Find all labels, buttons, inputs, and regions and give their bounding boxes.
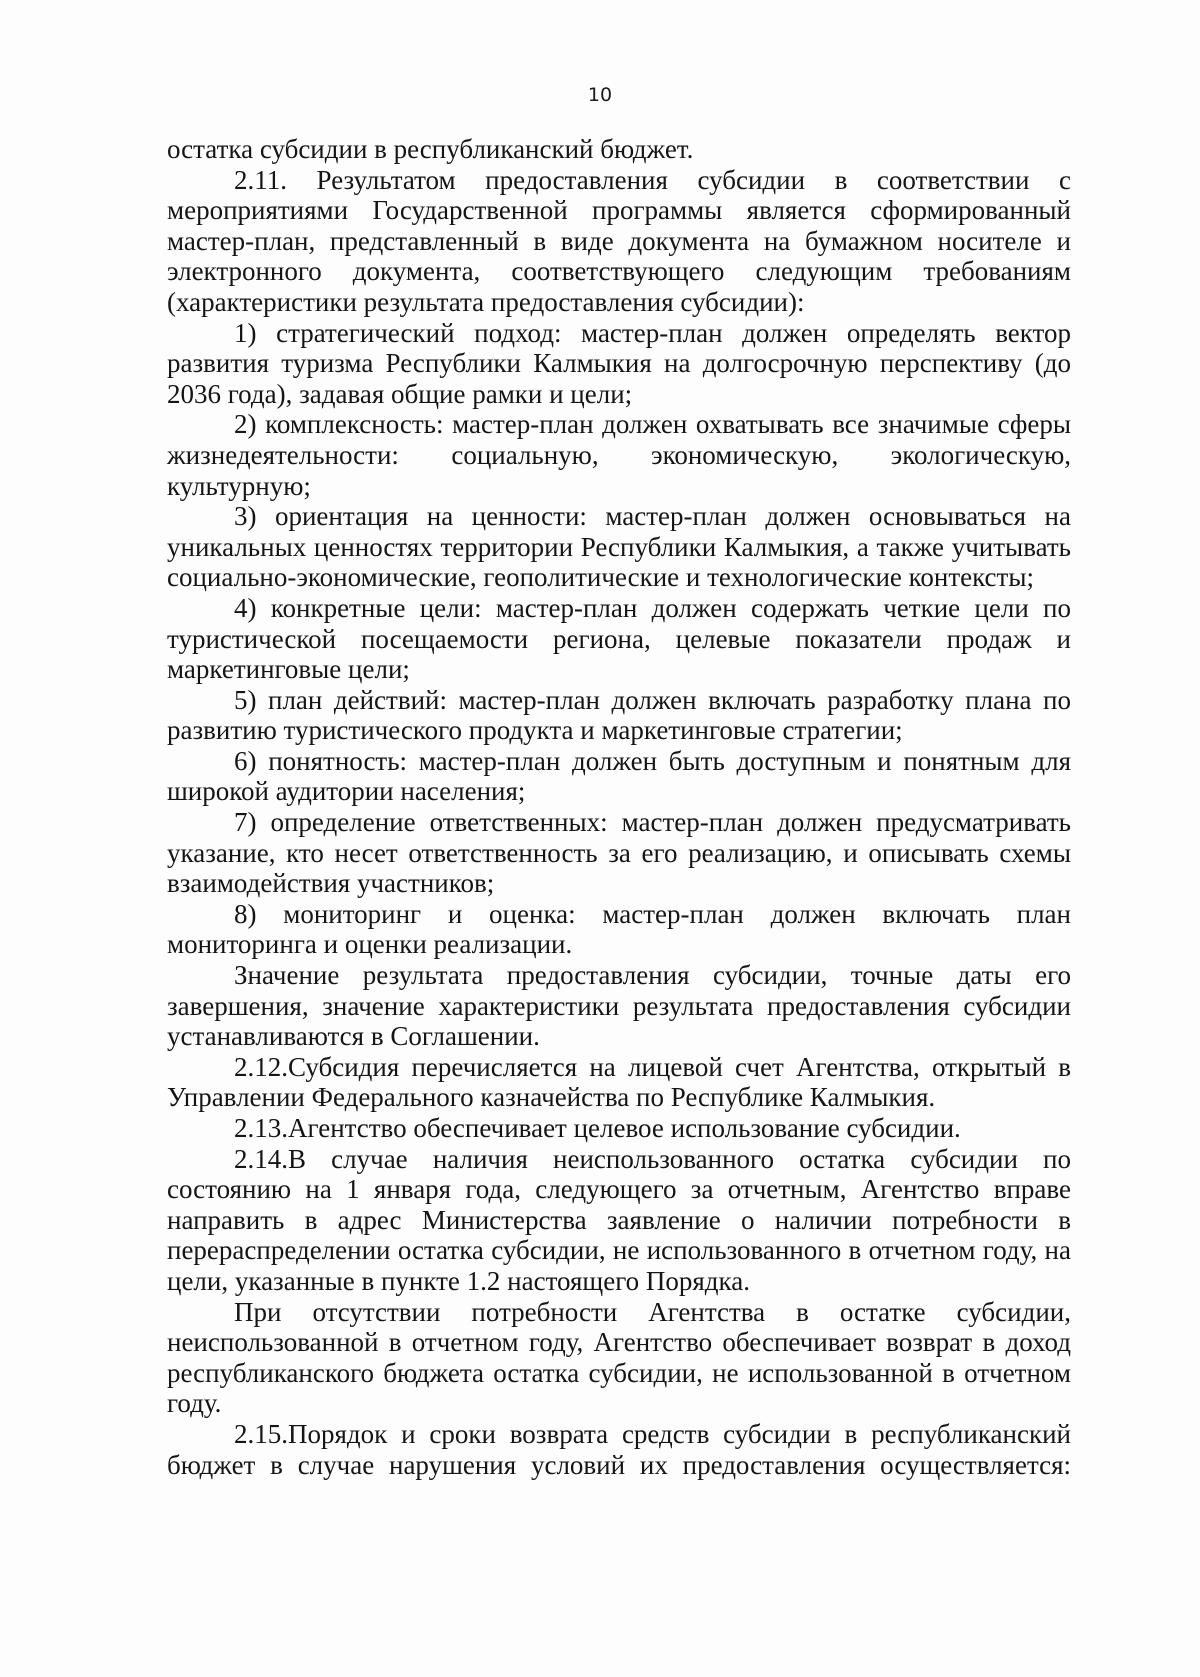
list-item-4: 4) конкретные цели: мастер-план должен содержать четкие цели по туристической посещаемости региона, целевые показатели продаж и маркетинговые цели; [167, 592, 1071, 685]
list-item-5: 5) план действий: мастер-план должен включать разработку плана по развитию туристического продукта и маркетинговые стратегии; [167, 684, 1071, 746]
document-body [167, 134, 1071, 1480]
paragraph-result-value: Значение результата предоставления субсидии, точные даты его завершения, значение характеристики результата предоставления субсидии устанавливаются в Соглашении. [167, 960, 1071, 1052]
page-number: 10 [587, 84, 613, 106]
list-item-3: 3) ориентация на ценности: мастер-план должен основываться на уникальных ценностях территории Республики Калмыкия, а также учитывать социально-экономические, геополитические и технологические контексты; [167, 501, 1071, 593]
paragraph-2-12: 2.12.Субсидия перечисляется на лицевой счет Агентства, открытый в Управлении Федерального казначейства по Республике Калмыкия. [167, 1051, 1071, 1113]
list-item-8: 8) мониторинг и оценка: мастер-план должен включать план мониторинга и оценки реализации. [167, 898, 1071, 960]
paragraph-2-11: 2.11. Результатом предоставления субсидии в соответствии с мероприятиями Государственной программы является сформированный мастер-план, представленный в виде документа на бумажном носителе и электронного документа, соответствующего следующим требованиям (характеристики результата предоставления субсидии): [167, 164, 1071, 317]
paragraph-2-14: 2.14.В случае наличия неиспользованного остатка субсидии по состоянию на 1 января года, следующего за отчетным, Агентство вправе направить в адрес Министерства заявление о наличии потребности в перераспределении остатка субсидии, не использованного в отчетном году, на цели, указанные в пункте 1.2 настоящего Порядка. [167, 1143, 1071, 1296]
paragraph-2-13: 2.13.Агентство обеспечивает целевое использование субсидии. [234, 1113, 961, 1143]
list-item-2: 2) комплексность: мастер-план должен охватывать все значимые сферы жизнедеятельности: социальную, экономическую, экологическую, культурную; [167, 409, 1071, 501]
list-item-1: 1) стратегический подход: мастер-план должен определять вектор развития туризма Республики Калмыкия на долгосрочную перспективу (до 2036 года), задавая общие рамки и цели; [167, 317, 1071, 409]
list-item-7: 7) определение ответственных: мастер-план должен предусматривать указание, кто несет ответственность за его реализацию, и описывать схемы взаимодействия участников; [167, 807, 1071, 899]
paragraph-no-need: При отсутствии потребности Агентства в остатке субсидии, неиспользованной в отчетном году, Агентство обеспечивает возврат в доход республиканского бюджета остатка субсидии, не использованной в отчетном году. [167, 1296, 1071, 1419]
list-item-6: 6) понятность: мастер-план должен быть доступным и понятным для широкой аудитории населения; [167, 745, 1071, 807]
paragraph-continuation: остатка субсидии в республиканский бюджет. [167, 134, 694, 164]
paragraph-2-15: 2.15.Порядок и сроки возврата средств субсидии в республиканский бюджет в случае нарушения условий их предоставления осуществляется: [167, 1418, 1071, 1480]
